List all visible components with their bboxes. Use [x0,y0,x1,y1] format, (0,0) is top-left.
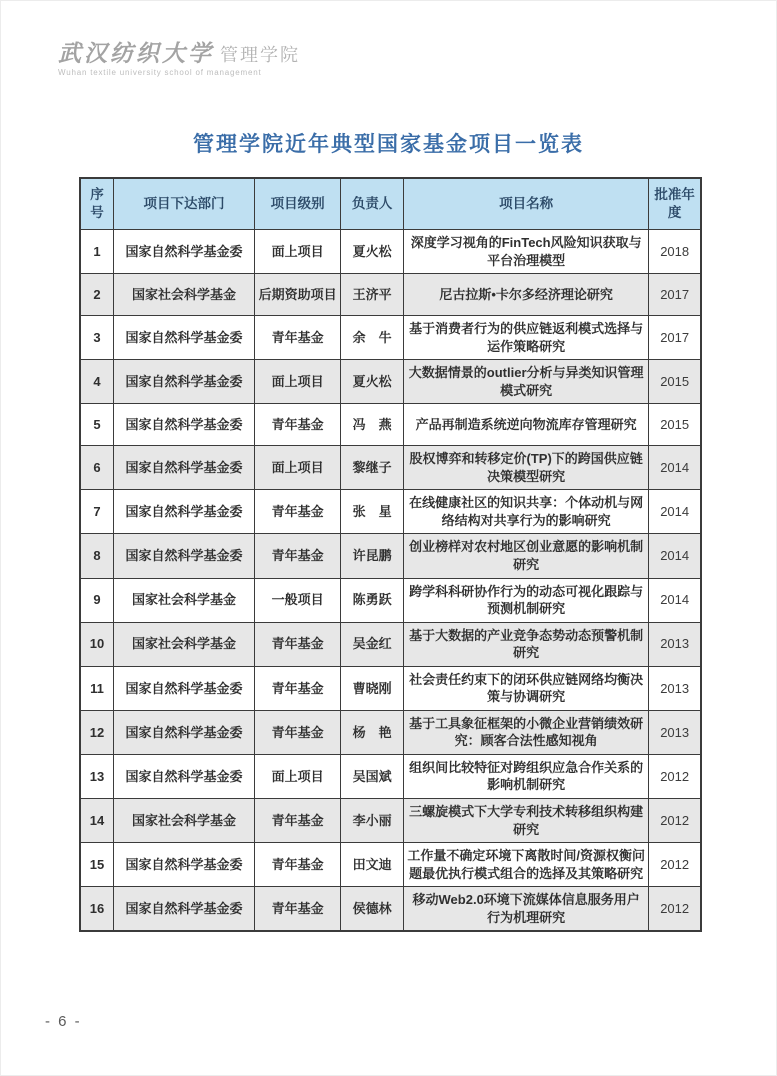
header-level: 项目级别 [254,178,340,230]
cell-dept: 国家社会科学基金 [114,799,255,843]
table-row [80,710,701,754]
page-title: 管理学院近年典型国家基金项目一览表 [193,133,584,156]
cell-dept: 国家自然科学基金委 [114,446,255,490]
cell-person: 许昆鹏 [341,534,404,578]
table-row [80,887,701,932]
cell-dept: 国家社会科学基金 [114,274,255,316]
cell-level: 青年基金 [254,887,340,932]
cell-dept: 国家自然科学基金委 [114,360,255,404]
cell-year: 2015 [649,404,701,446]
cell-person: 杨 艳 [341,710,404,754]
cell-person: 曹晓刚 [341,666,404,710]
cell-level: 青年基金 [254,622,340,666]
cell-seq: 5 [80,404,114,446]
cell-person: 吴金红 [341,622,404,666]
cell-level: 后期资助项目 [254,274,340,316]
cell-level: 一般项目 [254,578,340,622]
cell-level: 青年基金 [254,534,340,578]
cell-year: 2012 [649,887,701,932]
cell-name: 跨学科科研协作行为的动态可视化跟踪与预测机制研究 [404,578,649,622]
cell-person: 吴国斌 [341,754,404,798]
cell-dept: 国家自然科学基金委 [114,534,255,578]
cell-seq: 15 [80,843,114,887]
cell-name: 基于消费者行为的供应链返利模式选择与运作策略研究 [404,316,649,360]
cell-dept: 国家社会科学基金 [114,578,255,622]
cell-year: 2012 [649,799,701,843]
cell-person: 余 牛 [341,316,404,360]
cell-name: 社会责任约束下的闭环供应链网络均衡决策与协调研究 [404,666,649,710]
cell-name: 组织间比较特征对跨组织应急合作关系的影响机制研究 [404,754,649,798]
cell-dept: 国家社会科学基金 [114,622,255,666]
cell-year: 2014 [649,578,701,622]
cell-year: 2013 [649,622,701,666]
header-seq: 序号 [80,178,114,230]
cell-name: 股权博弈和转移定价(TP)下的跨国供应链决策模型研究 [404,446,649,490]
cell-name: 产品再制造系统逆向物流库存管理研究 [404,404,649,446]
header-name: 项目名称 [404,178,649,230]
cell-year: 2012 [649,843,701,887]
cell-seq: 6 [80,446,114,490]
header-dept: 项目下达部门 [114,178,255,230]
cell-seq: 7 [80,490,114,534]
cell-year: 2018 [649,230,701,274]
cell-dept: 国家自然科学基金委 [114,754,255,798]
cell-name: 移动Web2.0环境下流媒体信息服务用户行为机理研究 [404,887,649,932]
cell-seq: 8 [80,534,114,578]
cell-dept: 国家自然科学基金委 [114,316,255,360]
logo-english-line: Wuhan textile university school of management [58,68,262,78]
table-row [80,578,701,622]
cell-seq: 12 [80,710,114,754]
cell-name: 深度学习视角的FinTech风险知识获取与平台治理模型 [404,230,649,274]
cell-name: 创业榜样对农村地区创业意愿的影响机制研究 [404,534,649,578]
cell-person: 侯德林 [341,887,404,932]
cell-year: 2014 [649,446,701,490]
cell-seq: 2 [80,274,114,316]
cell-name: 基于工具象征框架的小微企业营销绩效研究：顾客合法性感知视角 [404,710,649,754]
cell-level: 青年基金 [254,799,340,843]
table-row [80,799,701,843]
cell-year: 2017 [649,316,701,360]
cell-dept: 国家自然科学基金委 [114,843,255,887]
cell-dept: 国家自然科学基金委 [114,710,255,754]
logo-university-name: 武汉纺织大学 [58,41,214,66]
projects-table-header [80,178,701,230]
cell-name: 基于大数据的产业竞争态势动态预警机制研究 [404,622,649,666]
cell-person: 李小丽 [341,799,404,843]
header-row [80,178,701,230]
cell-level: 面上项目 [254,230,340,274]
table-row [80,843,701,887]
table-row [80,404,701,446]
cell-seq: 1 [80,230,114,274]
cell-person: 陈勇跃 [341,578,404,622]
cell-level: 青年基金 [254,710,340,754]
cell-person: 王济平 [341,274,404,316]
cell-seq: 10 [80,622,114,666]
cell-seq: 11 [80,666,114,710]
cell-dept: 国家自然科学基金委 [114,404,255,446]
cell-level: 青年基金 [254,404,340,446]
cell-dept: 国家自然科学基金委 [114,490,255,534]
cell-year: 2012 [649,754,701,798]
cell-year: 2017 [649,274,701,316]
table-row [80,446,701,490]
table-row [80,754,701,798]
cell-name: 尼古拉斯•卡尔多经济理论研究 [404,274,649,316]
cell-seq: 14 [80,799,114,843]
cell-level: 面上项目 [254,360,340,404]
logo-school-name: 管理学院 [220,45,300,65]
cell-level: 青年基金 [254,490,340,534]
table-row [80,666,701,710]
cell-level: 青年基金 [254,843,340,887]
table-row [80,490,701,534]
projects-table [79,177,702,932]
cell-level: 青年基金 [254,316,340,360]
cell-person: 黎继子 [341,446,404,490]
cell-person: 夏火松 [341,360,404,404]
cell-year: 2013 [649,666,701,710]
cell-level: 面上项目 [254,446,340,490]
logo-chinese-line [58,41,300,66]
cell-dept: 国家自然科学基金委 [114,666,255,710]
cell-name: 工作量不确定环境下离散时间/资源权衡问题最优执行模式组合的选择及其策略研究 [404,843,649,887]
page-number: - 6 - [45,1013,82,1030]
cell-person: 夏火松 [341,230,404,274]
table-row [80,534,701,578]
cell-person: 冯 燕 [341,404,404,446]
header-year: 批准年度 [649,178,701,230]
cell-dept: 国家自然科学基金委 [114,230,255,274]
cell-seq: 9 [80,578,114,622]
cell-dept: 国家自然科学基金委 [114,887,255,932]
cell-seq: 4 [80,360,114,404]
university-logo [58,41,300,78]
cell-year: 2013 [649,710,701,754]
table-row [80,230,701,274]
cell-name: 三螺旋模式下大学专利技术转移组织构建研究 [404,799,649,843]
table-row [80,622,701,666]
cell-seq: 16 [80,887,114,932]
cell-person: 张 星 [341,490,404,534]
table-row [80,360,701,404]
projects-table-body [80,230,701,932]
cell-seq: 13 [80,754,114,798]
cell-level: 青年基金 [254,666,340,710]
cell-year: 2015 [649,360,701,404]
cell-year: 2014 [649,534,701,578]
header-person: 负责人 [341,178,404,230]
table-row [80,274,701,316]
cell-person: 田文迪 [341,843,404,887]
cell-seq: 3 [80,316,114,360]
table-row [80,316,701,360]
cell-name: 在线健康社区的知识共享：个体动机与网络结构对共享行为的影响研究 [404,490,649,534]
cell-name: 大数据情景的outlier分析与异类知识管理模式研究 [404,360,649,404]
cell-level: 面上项目 [254,754,340,798]
cell-year: 2014 [649,490,701,534]
